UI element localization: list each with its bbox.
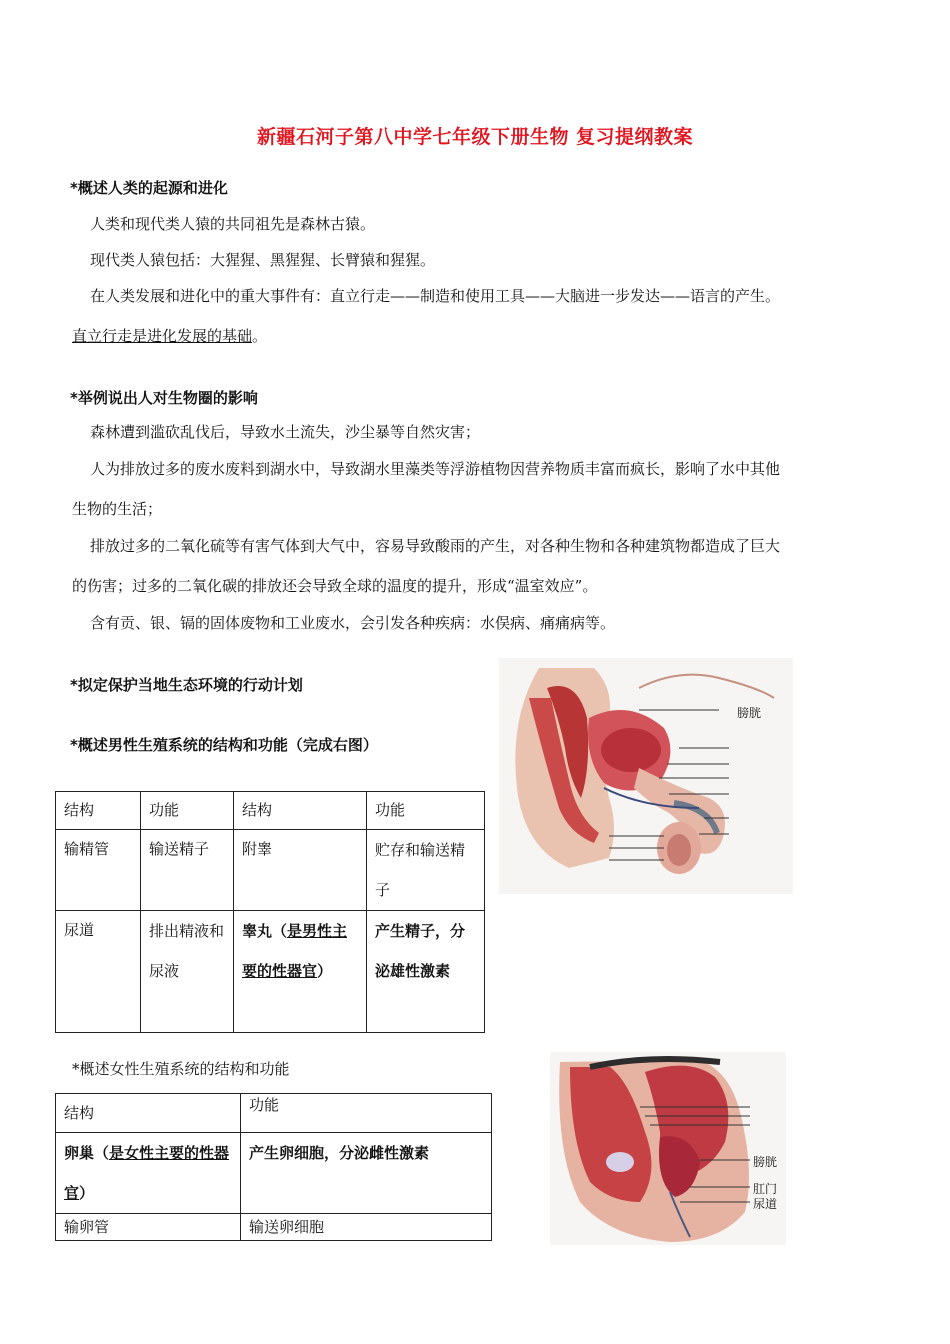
text: 卵巢（	[64, 1144, 110, 1162]
table-cell: 输送卵细胞	[241, 1214, 492, 1241]
figure-label-bladder: 膀胱	[753, 1155, 778, 1169]
paragraph: 含有贡、银、镉的固体废物和工业废水，会引发各种疾病：水俣病、痛痛病等。	[90, 614, 616, 632]
table-cell-ovary	[56, 1133, 241, 1214]
table-header-cell: 功能	[241, 1094, 492, 1133]
text: 睾丸（	[242, 922, 288, 940]
paragraph	[90, 459, 780, 479]
table-cell: 排出精液和尿液	[141, 911, 234, 1033]
table-cell: 附睾	[234, 830, 367, 911]
table-header-cell: 结构	[56, 792, 141, 830]
section-heading-plan: *拟定保护当地生态环境的行动计划	[70, 676, 303, 694]
paragraph	[72, 326, 267, 346]
text: ）	[79, 1184, 95, 1202]
figure-label-bladder: 膀胱	[737, 706, 762, 720]
page-title: 新疆石河子第八中学七年级下册生物 复习提纲教案	[256, 126, 694, 148]
table-cell: 输精管	[56, 830, 141, 911]
table-cell: 输送精子	[141, 830, 234, 911]
section-heading-origin: *概述人类的起源和进化	[70, 179, 228, 197]
text: 植物因营养物质丰富而疯长，影响了水中其他	[480, 460, 781, 478]
text: 人为排放过多的废水废料到湖水中，导致湖水里藻类等浮游	[90, 460, 481, 478]
paragraph: 现代类人猿包括：大猩猩、黑猩猩、长臂猿和猩猩。	[90, 251, 436, 269]
paragraph: 在人类发展和进化中的重大事件有：直立行走——制造和使用工具——大脑进一步发达——语言的产生。	[90, 287, 781, 305]
female-structure-table	[55, 1093, 492, 1241]
table-cell: 产生精子，分泌雄性激素	[367, 911, 485, 1033]
paragraph: 排放过多的二氧化硫等有害气体到大气中，容易导致酸雨的产生，对各种生物和各种建筑物都造成了巨大	[90, 537, 781, 555]
table-header-cell: 功能	[141, 792, 234, 830]
female-anatomy-illustration	[550, 1052, 786, 1245]
underlined-text: 是男性主要的性器官	[242, 922, 348, 980]
male-anatomy-illustration	[499, 658, 793, 894]
table-cell-testis	[234, 911, 367, 1033]
underlined-text: 是女性主要的性器官	[64, 1144, 230, 1202]
section-heading-female: *概述女性生殖系统的结构和功能	[72, 1060, 290, 1078]
figure-label-urethra: 尿道	[753, 1197, 778, 1211]
text: 。	[252, 327, 268, 345]
text: ）	[317, 962, 333, 980]
female-reproductive-diagram	[550, 1052, 786, 1245]
table-cell: 输卵管	[56, 1214, 241, 1241]
figure-label-anus: 肛门	[753, 1182, 778, 1196]
table-cell: 贮存和输送精子	[367, 830, 485, 911]
paragraph: 人类和现代类人猿的共同祖先是森林古猿。	[90, 215, 376, 233]
section-heading-impact: *举例说出人对生物圈的影响	[70, 389, 258, 407]
table-header-cell: 功能	[367, 792, 485, 830]
table-header-cell: 结构	[56, 1094, 241, 1133]
table-header-cell: 结构	[234, 792, 367, 830]
paragraph: 森林遭到滥砍乱伐后，导致水土流失，沙尘暴等自然灾害；	[90, 423, 481, 441]
male-reproductive-diagram	[499, 658, 793, 894]
paragraph: 的伤害；过多的二氧化碳的排放还会导致全球的温度的提升，形成“温室效应”。	[72, 577, 598, 595]
paragraph: 生物的生活；	[72, 500, 163, 518]
table-cell: 尿道	[56, 911, 141, 1033]
male-structure-table	[55, 791, 485, 1033]
table-cell: 产生卵细胞，分泌雌性激素	[241, 1133, 492, 1214]
section-heading-male: *概述男性生殖系统的结构和功能（完成右图）	[70, 736, 378, 754]
underlined-text: 直立行走是进化发展的基础	[72, 327, 253, 345]
